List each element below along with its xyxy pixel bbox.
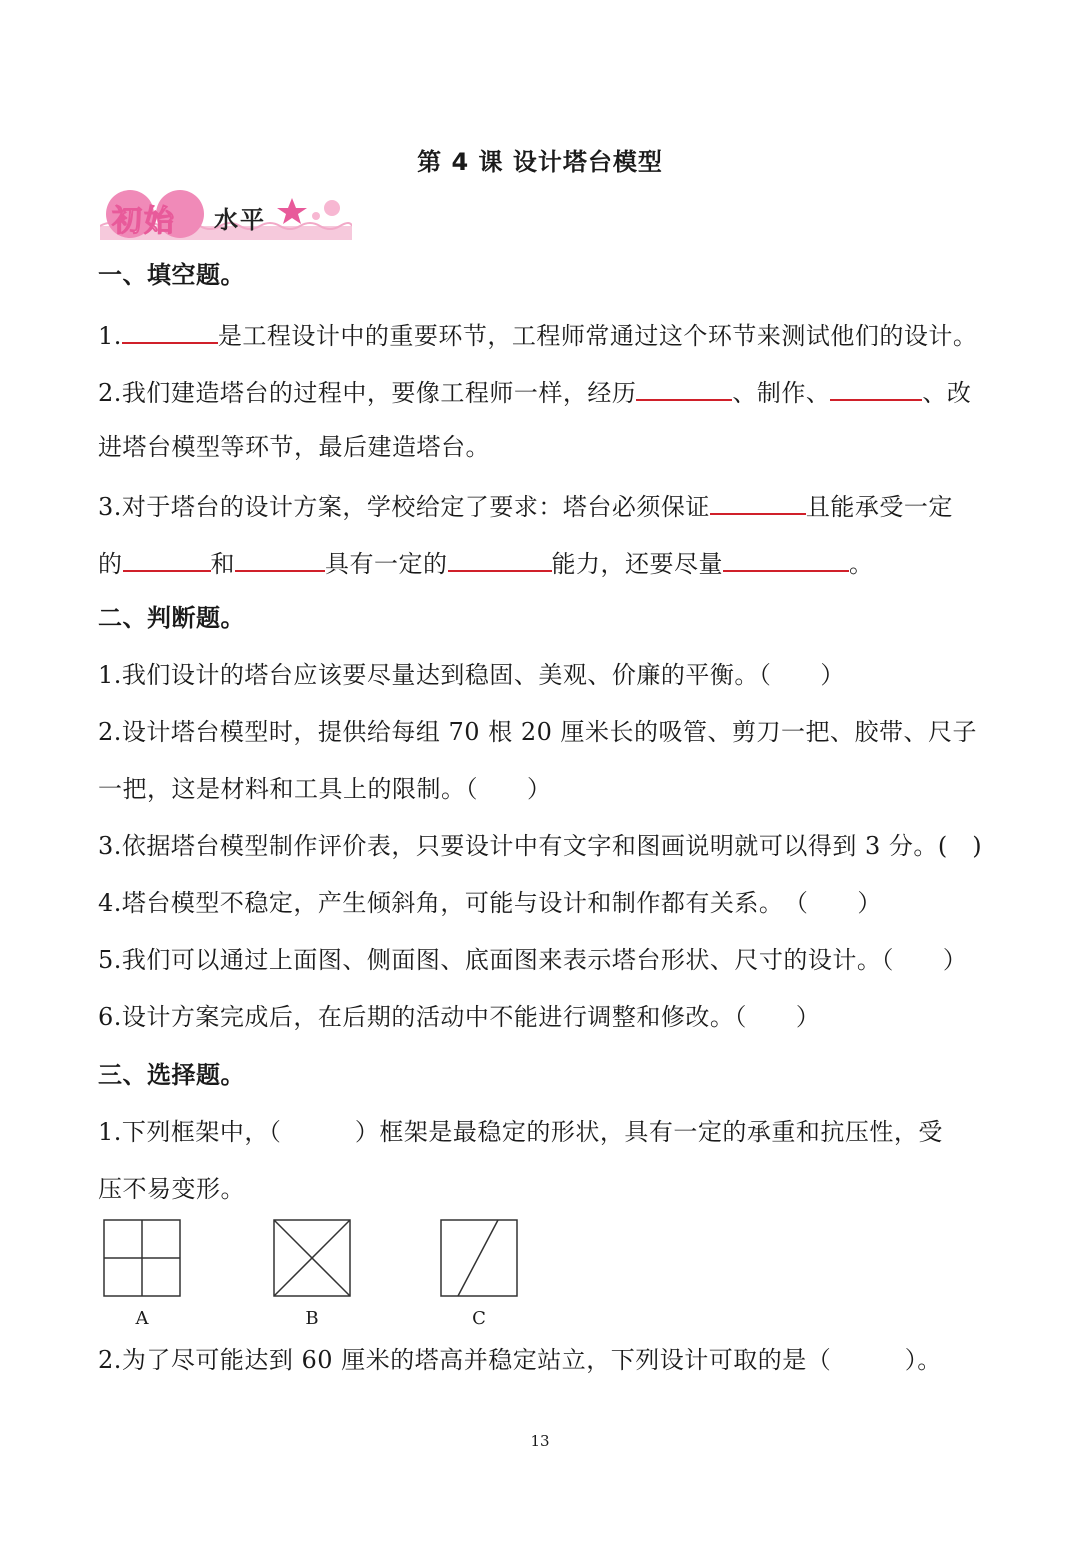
- answer-blank: [723, 546, 849, 572]
- judge-q3: 3.依据塔台模型制作评价表，只要设计中有文字和图画说明就可以得到 3 分。( ): [98, 832, 983, 860]
- fill-q2-cont: 进塔台模型等环节，最后建造塔台。: [98, 433, 490, 461]
- judge-q4: 4.塔台模型不稳定，产生倾斜角，可能与设计和制作都有关系。 （ ）: [98, 889, 882, 917]
- judge-q6: 6.设计方案完成后，在后期的活动中不能进行调整和修改。（ ）: [98, 1003, 821, 1031]
- fill-q1: 1. 是工程设计中的重要环节，工程师常通过这个环节来测试他们的设计。: [98, 318, 988, 351]
- badge-main-label: 初始: [112, 204, 176, 239]
- judge-q1: 1.我们设计的塔台应该要尽量达到稳固、美观、价廉的平衡。（ ）: [98, 661, 845, 689]
- choice-heading: 三、选择题。: [98, 1061, 245, 1089]
- answer-blank: [123, 546, 211, 572]
- judge-q2-cont: 一把，这是材料和工具上的限制。（ ）: [98, 775, 552, 803]
- figure-label-a: A: [135, 1308, 149, 1329]
- answer-blank: [122, 318, 218, 344]
- frame-grid-figure: [103, 1219, 181, 1297]
- answer-blank: [830, 375, 922, 401]
- answer-blank: [448, 546, 552, 572]
- frame-diagonal-figure: [440, 1219, 518, 1297]
- badge-sub-label: 水平: [214, 205, 266, 234]
- page-number: 13: [530, 1432, 550, 1450]
- judge-q5: 5.我们可以通过上面图、侧面图、底面图来表示塔台形状、尺寸的设计。（ ）: [98, 946, 968, 974]
- choice-q1: 1.下列框架中，（ ）框架是最稳定的形状，具有一定的承重和抗压性，受: [98, 1118, 943, 1146]
- figure-label-b: B: [305, 1308, 319, 1329]
- answer-blank: [636, 375, 732, 401]
- judge-q2: 2.设计塔台模型时，提供给每组 70 根 20 厘米长的吸管、剪刀一把、胶带、尺子: [98, 718, 977, 746]
- answer-blank: [710, 489, 806, 515]
- judge-heading: 二、判断题。: [98, 604, 245, 632]
- answer-blank: [235, 546, 325, 572]
- fill-q3-cont: 的 和 具有一定的 能力，还要尽量 。: [98, 546, 988, 579]
- frame-cross-figure: [273, 1219, 351, 1297]
- lesson-title: 第 4 课 设计塔台模型: [417, 148, 663, 176]
- fill-heading: 一、填空题。: [98, 261, 245, 289]
- fill-q3: 3.对于塔台的设计方案，学校给定了要求：塔台必须保证 且能承受一定: [98, 489, 988, 522]
- fill-q2: 2.我们建造塔台的过程中，要像工程师一样，经历 、制作、 、改: [98, 375, 988, 408]
- choice-q1-cont: 压不易变形。: [98, 1175, 245, 1203]
- figure-label-c: C: [472, 1308, 486, 1329]
- choice-q2: 2.为了尽可能达到 60 厘米的塔高并稳定站立，下列设计可取的是（ ）。: [98, 1346, 942, 1374]
